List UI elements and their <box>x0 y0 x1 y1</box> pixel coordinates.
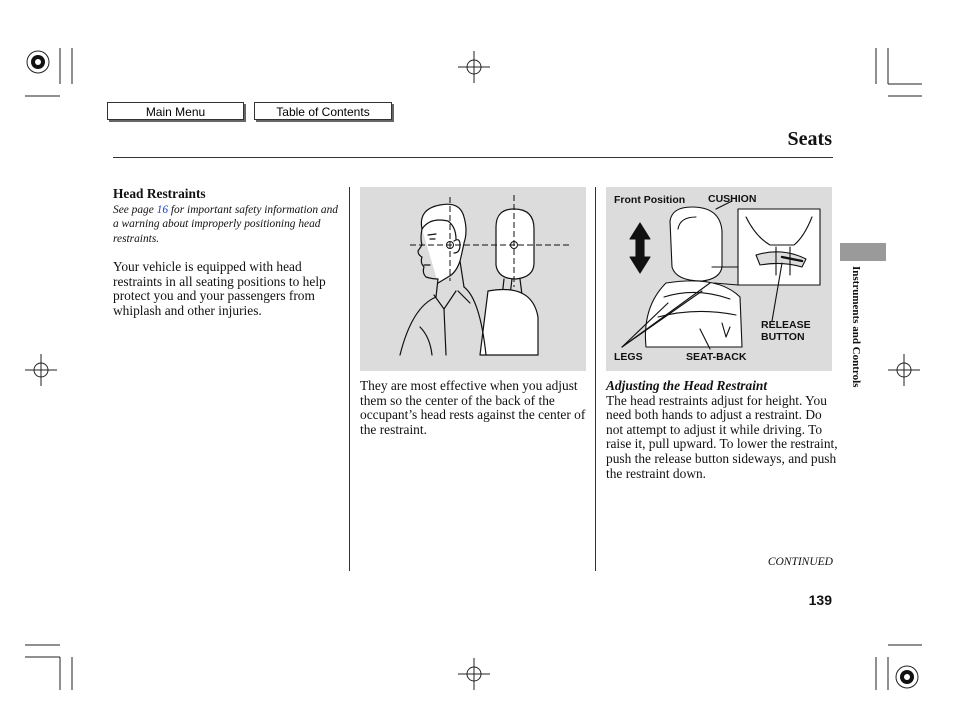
column-divider <box>595 187 596 571</box>
head-restraint-shape <box>496 209 534 279</box>
adjustment-figure <box>606 187 832 371</box>
page-number: 139 <box>808 592 832 608</box>
front-position-label: Front Position <box>614 194 686 206</box>
main-menu-button[interactable]: Main Menu <box>107 102 244 120</box>
adjust-paragraph: The head restraints adjust for height. You need both hands to adjust a restraint. Do not attempt to adjust it while driving. To raise it, pull upward. To lower the restraint, push the release button sideways, and push the restraint down. <box>606 392 838 481</box>
up-down-arrow-icon <box>630 223 650 273</box>
head-alignment-figure <box>360 187 586 371</box>
adjust-subheading: Adjusting the Head Restraint <box>606 378 768 393</box>
column-divider <box>349 187 350 571</box>
section-heading: Head Restraints <box>113 186 206 201</box>
page-title: Seats <box>787 128 832 150</box>
column-3-text <box>606 379 838 481</box>
effectiveness-paragraph: They are most effective when you adjust them so the center of the back of the occupant’s head rests against the center of the restraint. <box>360 378 586 437</box>
reference-prefix: See page <box>113 203 157 216</box>
adjustment-illustration <box>606 187 832 371</box>
table-of-contents-button[interactable]: Table of Contents <box>254 102 392 120</box>
continued-label: CONTINUED <box>767 556 833 568</box>
reference-suffix: for important safety information and a warning about improperly positioning head restraints. <box>113 203 338 245</box>
page-16-link[interactable]: 16 <box>156 203 169 216</box>
section-tab-label: Instruments and Controls <box>850 266 862 388</box>
title-rule <box>113 157 833 158</box>
seat-back-shape <box>480 289 538 355</box>
cushion-label: CUSHION <box>708 193 757 205</box>
release-button-label: RELEASE BUTTON <box>761 319 811 343</box>
section-tab <box>840 243 886 261</box>
seat-back-label: SEAT-BACK <box>686 351 747 363</box>
legs-label: LEGS <box>614 351 643 363</box>
safety-reference <box>113 203 338 247</box>
column-1 <box>113 187 338 318</box>
intro-paragraph: Your vehicle is equipped with head restraints in all seating positions to help protect you and your passengers from whiplash and other injuries. <box>113 259 326 318</box>
